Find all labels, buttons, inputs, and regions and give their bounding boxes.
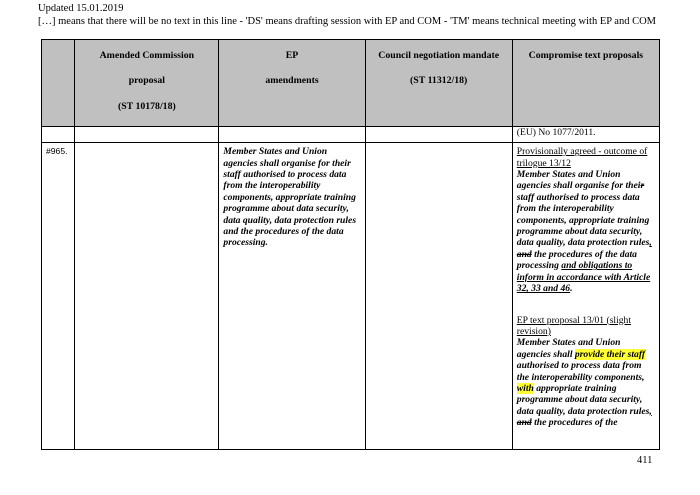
header-compromise-text: Compromise text proposals [512,40,659,127]
ep-proposal-paragraph: Member States and Union agencies shall provide their staff authorised to process data from the interoperability components, with appropriate training programme about data security, data quality, data protection rules, and the procedures of the [516,337,652,429]
table-row [42,143,660,450]
legend-note: […] means that there will be no text in this line - 'DS' means drafting session with EP and COM - 'TM' means technical meeting with EP and COM [38,15,657,27]
commission-proposal-cell [75,143,219,450]
document-header [38,3,656,28]
four-column-table [41,39,660,450]
header-ep-amendments: EP amendments [219,40,365,127]
agreed-paragraph: Member States and Union agencies shall organise for their staff authorised to process data from the interoperability components, appropriate training programme about data security, data quality, data protection rules, and the procedures of the data processing and obligations to inform in accordance with Article 32, 33 and 46. [516,169,652,295]
council-mandate-cell [365,143,512,450]
continuation-text: (EU) No 1077/2011. [512,127,659,143]
header-council-mandate: Council negotiation mandate (ST 11312/18) [365,40,512,127]
ep-amendment-text: Member States and Union agencies shall organise for their staff authorised to process data from the interoperability components, appropriate training programme about data security, data quality, data protection rules and the procedures of the data processing. [219,143,365,450]
ep-proposal-heading: EP text proposal 13/01 (slight revision) [516,314,632,337]
header-number-cell [42,40,75,127]
page-number: 411 [637,455,653,466]
row-number: #965. [42,143,75,450]
updated-date: Updated 15.01.2019 [38,3,124,14]
table-header-row [42,40,660,127]
agreed-heading: Provisionally agreed - outcome of trilogue 13/12 [516,146,648,169]
compromise-text-cell [512,143,659,450]
continuation-row [42,127,660,143]
header-commission-proposal: Amended Commission proposal (ST 10178/18) [75,40,219,127]
